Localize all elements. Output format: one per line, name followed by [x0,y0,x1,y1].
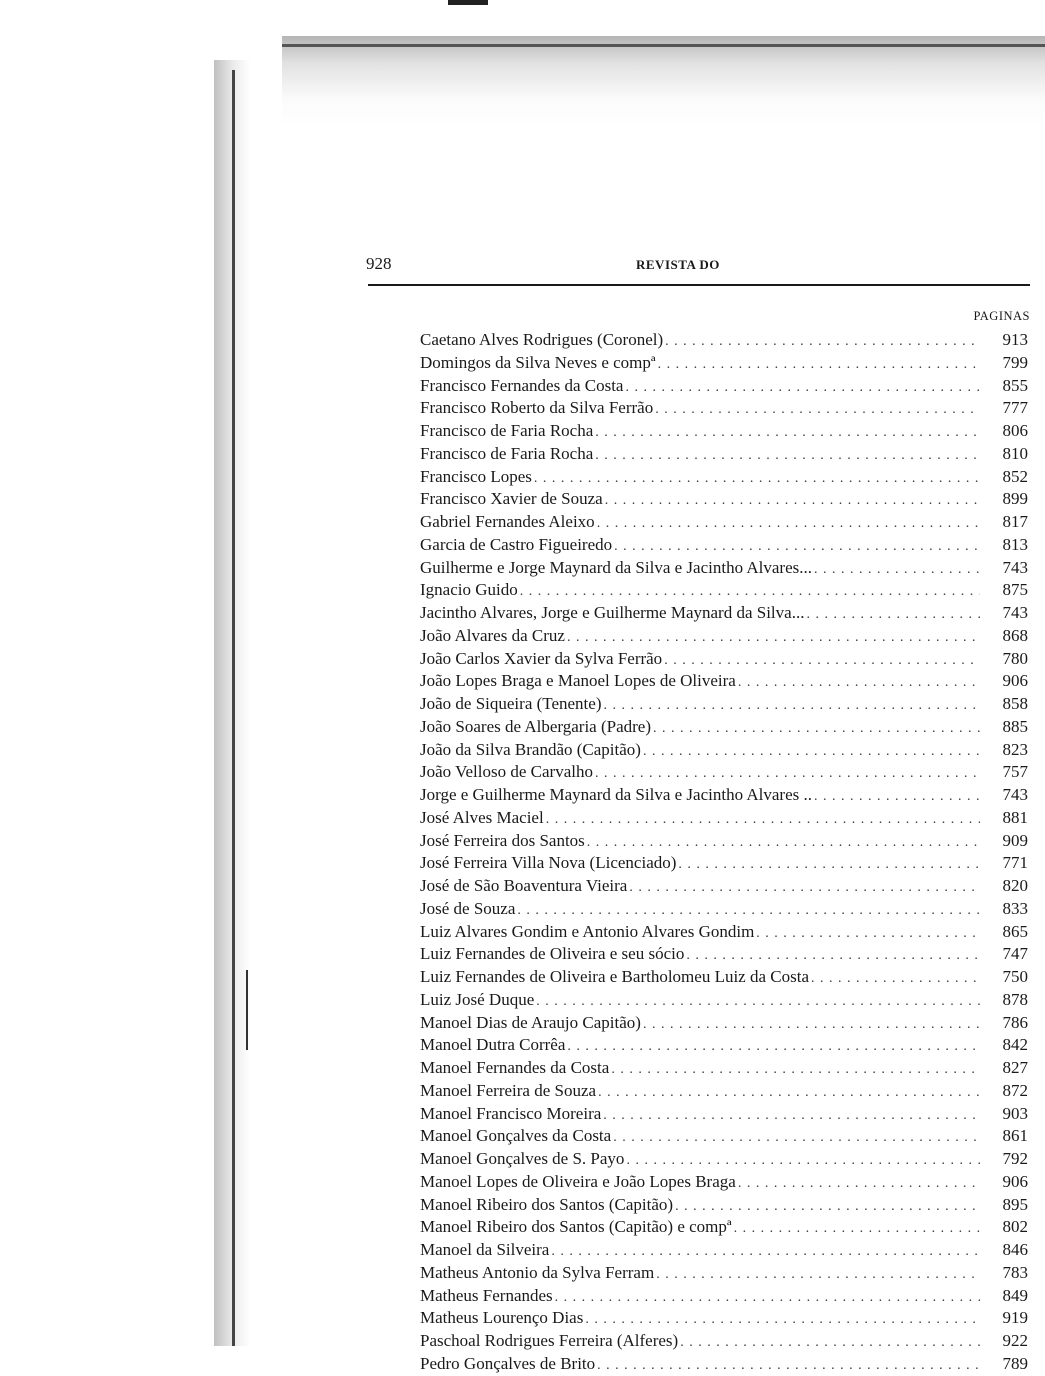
index-entry [420,1125,1028,1148]
entry-page-number: 792 [1002,1149,1028,1168]
entry-page-number: 852 [1002,466,1028,486]
entry-page-number: 780 [1002,648,1028,668]
dot-leader [653,718,980,739]
dot-leader [656,1264,980,1285]
dot-leader [595,445,980,466]
entry-name: Garcia de Castro Figueiredo [420,534,613,554]
entry-name: João Lopes Braga e Manoel Lopes de Oliveira [420,671,736,691]
dot-leader [534,468,980,489]
dot-leader [806,604,980,625]
dot-leader [567,1036,980,1057]
entry-name: Manoel Ribeiro dos Santos (Capitão) [420,1194,674,1214]
entry-name: Matheus Fernandes [420,1285,553,1305]
dot-leader [678,854,980,875]
dot-leader [595,422,980,443]
dot-leader [536,991,980,1012]
scan-edge-line-top [282,44,1045,47]
entry-name: Manoel Gonçalves de S. Payo [420,1149,625,1168]
dot-leader [611,1059,980,1080]
entry-page-number: 872 [1002,1080,1028,1100]
index-entry [420,625,1028,648]
scan-edge-mark [246,970,248,1050]
entry-page-number: 827 [1002,1058,1028,1077]
entry-name: José Ferreira Villa Nova (Licenciado) [420,853,677,873]
entry-page-number: 903 [1002,1103,1028,1123]
dot-leader [655,399,980,420]
dot-leader [629,877,980,898]
dot-leader [814,786,980,807]
index-entry [420,716,1028,739]
dot-leader [625,377,980,398]
entry-name: Manoel Fernandes da Costa [420,1058,610,1077]
dot-leader [517,900,980,921]
entry-name: João da Silva Brandão (Capitão) [420,739,641,759]
entry-name: José de Souza [420,898,516,918]
entry-name: Francisco de Faria Rocha [420,421,594,440]
index-entry [420,1353,1028,1376]
entry-page-number: 743 [1002,785,1028,804]
entry-page-number: 743 [1002,603,1028,622]
index-entry [420,1171,1028,1194]
entry-page-number: 813 [1002,534,1028,554]
dot-leader [814,559,980,580]
dot-leader [597,1355,980,1376]
index-entry [420,784,1028,807]
entry-name: Francisco Lopes [420,466,532,486]
entry-page-number: 799 [1002,352,1028,372]
entry-name: Francisco Fernandes da Costa [420,375,624,395]
entry-page-number: 858 [1002,694,1028,713]
entry-name: Caetano Alves Rodrigues (Coronel) [420,330,664,349]
entry-page-number: 899 [1002,489,1028,509]
entry-page-number: 802 [1002,1217,1028,1237]
dot-leader [665,331,980,352]
entry-page-number: 861 [1002,1126,1028,1146]
dot-leader [567,627,980,648]
entry-page-number: 783 [1002,1262,1028,1282]
index-entry [420,488,1028,511]
entry-name: Francisco Xavier de Souza [420,489,603,509]
entry-name: Gabriel Fernandes Aleixo [420,512,595,531]
index-entry [420,921,1028,944]
entry-page-number: 806 [1002,421,1028,440]
dot-leader [613,1127,980,1148]
dot-leader [598,1082,980,1103]
entry-page-number: 817 [1002,512,1028,531]
index-entry [420,1216,1028,1239]
page-number: 928 [366,254,392,273]
dot-leader [551,1241,980,1262]
dot-leader [738,1173,980,1194]
entry-name: Guilherme e Jorge Maynard da Silva e Jacintho Alvares... [420,557,812,577]
entry-name: Francisco Roberto da Silva Ferrão [420,398,654,418]
index-entry [420,1148,1028,1171]
index-entry [420,579,1028,602]
entry-page-number: 906 [1002,1171,1028,1191]
dot-leader [643,741,980,762]
dot-leader [595,763,980,784]
entry-page-number: 913 [1002,330,1028,349]
index-entry [420,352,1028,375]
entry-page-number: 885 [1002,716,1028,736]
pages-column-label: PAGINAS [973,309,1030,323]
index-entry [420,670,1028,693]
entry-name: Manoel Ribeiro dos Santos (Capitão) e compª [420,1217,732,1237]
running-title: REVISTA DO [636,257,720,272]
dot-leader [520,581,980,602]
entry-name: Domingos da Silva Neves e compª [420,352,656,372]
dot-leader [597,513,980,534]
entry-name: Luiz Alvares Gondim e Antonio Alvares Gondim [420,921,755,941]
entry-name: Matheus Antonio da Sylva Ferram [420,1262,655,1282]
entry-page-number: 833 [1002,898,1028,918]
index-entry [420,466,1028,489]
entry-page-number: 878 [1002,989,1028,1009]
dot-leader [605,490,980,511]
index-entry [420,511,1028,534]
dot-leader [555,1287,980,1308]
dot-leader [686,945,980,966]
scan-mark-top [448,0,488,5]
index-entry [420,761,1028,784]
index-entry [420,1012,1028,1035]
index-entry [420,602,1028,625]
entry-name: José Alves Maciel [420,807,544,827]
dot-leader [603,1105,980,1126]
index-entry [420,420,1028,443]
dot-leader [738,672,980,693]
entry-page-number: 823 [1002,739,1028,759]
entry-name: Francisco de Faria Rocha [420,443,594,463]
dot-leader [756,923,980,944]
dot-leader [643,1014,980,1035]
entry-name: Luiz Fernandes de Oliveira e seu sócio [420,944,685,964]
entry-page-number: 743 [1002,557,1028,577]
entry-page-number: 909 [1002,830,1028,850]
entry-page-number: 865 [1002,921,1028,941]
index-entry [420,693,1028,716]
entry-name: Jacintho Alvares, Jorge e Guilherme Maynard da Silva... [420,603,805,622]
entry-name: Jorge e Guilherme Maynard da Silva e Jacintho Alvares .. [420,785,812,804]
dot-leader [546,809,980,830]
dot-leader [626,1150,980,1171]
dot-leader [680,1332,980,1353]
index-entry [420,875,1028,898]
entry-page-number: 757 [1002,762,1028,782]
index-entry [420,534,1028,557]
index-entry [420,1239,1028,1262]
dot-leader [587,832,980,853]
index-entry [420,852,1028,875]
entry-page-number: 868 [1002,625,1028,645]
index-entry [420,966,1028,989]
entry-page-number: 875 [1002,580,1028,600]
index-entry [420,989,1028,1012]
entry-name: Ignacio Guido [420,580,518,600]
index-entry [420,943,1028,966]
entry-page-number: 747 [1002,944,1028,964]
index-entry [420,898,1028,921]
index-entry [420,397,1028,420]
dot-leader [604,695,981,716]
index-entry [420,375,1028,398]
dot-leader [664,650,980,671]
scan-shadow-top [282,36,1045,126]
entry-page-number: 906 [1002,671,1028,691]
dot-leader [585,1309,980,1330]
entry-page-number: 922 [1002,1331,1028,1350]
index-entry [420,1057,1028,1080]
dot-leader [614,536,980,557]
dot-leader [811,968,980,989]
entry-name: José Ferreira dos Santos [420,830,585,850]
index-entry [420,1034,1028,1057]
entry-page-number: 855 [1002,375,1028,395]
entry-page-number: 786 [1002,1012,1028,1032]
dot-leader [734,1218,980,1239]
entry-name: Pedro Gonçalves de Brito [420,1353,596,1373]
dot-leader [675,1196,980,1217]
index-entry [420,1194,1028,1217]
index-entry [420,1307,1028,1330]
entry-name: João Soares de Albergaria (Padre) [420,716,651,736]
entry-name: Manoel da Silveira [420,1240,550,1259]
entry-name: Manoel Dias de Araujo Capitão) [420,1012,641,1032]
entry-page-number: 789 [1002,1353,1028,1373]
header-rule [368,284,1030,286]
entry-name: José de São Boaventura Vieira [420,876,628,895]
index-entry [420,739,1028,762]
index-entry [420,830,1028,853]
index-entry [420,648,1028,671]
index-entry [420,557,1028,580]
entry-page-number: 842 [1002,1035,1028,1055]
entry-page-number: 810 [1002,443,1028,463]
index-entry [420,1080,1028,1103]
entry-name: Manoel Lopes de Oliveira e João Lopes Braga [420,1171,736,1191]
index-entry [420,329,1028,352]
entry-name: João de Siqueira (Tenente) [420,694,602,713]
entry-name: João Alvares da Cruz [420,625,565,645]
index-entry [420,443,1028,466]
entry-name: Paschoal Rodrigues Ferreira (Alferes) [420,1331,679,1350]
index-entry [420,807,1028,830]
entry-page-number: 849 [1002,1285,1028,1305]
entry-page-number: 771 [1002,853,1028,873]
entry-page-number: 820 [1002,876,1028,895]
index-entry [420,1262,1028,1285]
index-entry [420,1330,1028,1353]
entry-name: Manoel Francisco Moreira [420,1103,602,1123]
entry-name: Luiz José Duque [420,989,535,1009]
scan-edge-line-left [232,70,235,1346]
page-header [366,254,1030,278]
entry-name: João Carlos Xavier da Sylva Ferrão [420,648,663,668]
entry-name: Matheus Lourenço Dias [420,1308,584,1328]
name-index-list [420,329,1028,1376]
entry-page-number: 777 [1002,398,1028,418]
entry-name: Manoel Ferreira de Souza [420,1080,597,1100]
entry-page-number: 846 [1002,1240,1028,1259]
entry-name: João Velloso de Carvalho [420,762,593,782]
entry-name: Luiz Fernandes de Oliveira e Bartholomeu Luiz da Costa [420,967,809,986]
entry-page-number: 750 [1002,967,1028,986]
entry-name: Manoel Dutra Corrêa [420,1035,566,1055]
entry-page-number: 895 [1002,1194,1028,1214]
index-entry [420,1285,1028,1308]
entry-name: Manoel Gonçalves da Costa [420,1126,612,1146]
entry-page-number: 881 [1002,807,1028,827]
dot-leader [658,354,980,375]
index-entry [420,1103,1028,1126]
entry-page-number: 919 [1002,1308,1028,1328]
